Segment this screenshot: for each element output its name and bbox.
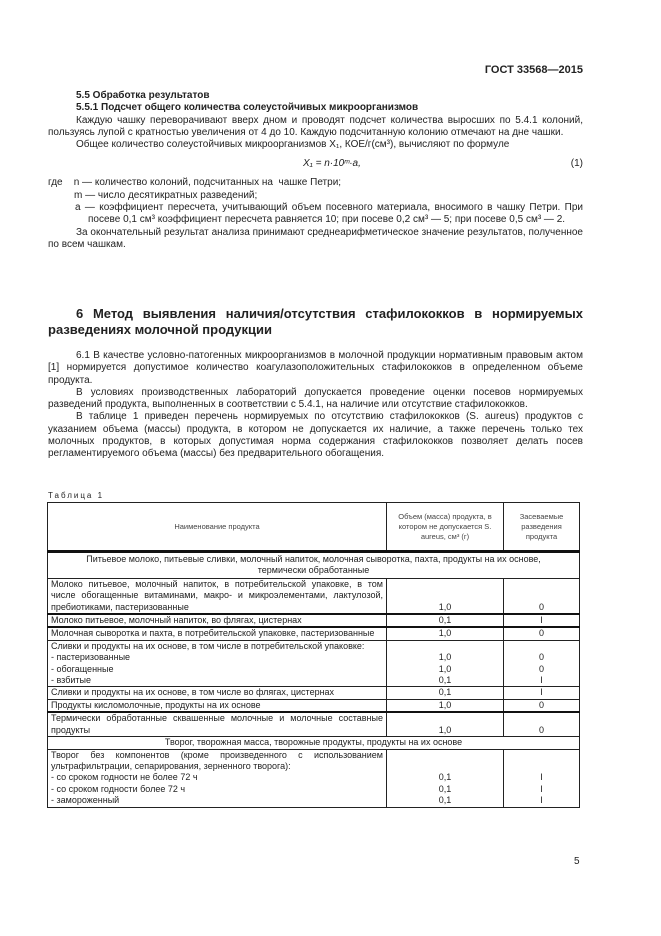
table-row	[48, 699, 580, 712]
header-cell: Объем (масса) продукта, в котором не допускается S. aureus, см³ (г)	[387, 503, 504, 552]
standard-header: ГОСТ 33568—2015	[484, 64, 583, 76]
subsection-title: 5.5.1 Подсчет общего количества солеустойчивых микроорганизмов	[76, 102, 419, 114]
table-header	[48, 503, 580, 552]
table-caption: Таблица 1	[48, 491, 105, 500]
paragraph: Каждую чашку переворачивают вверх дном и проводят подсчет количества выросших по 5.4.1 колоний, пользуясь лупой с кратностью увеличения от 4 до 10. Каждую подсчитанную колонию отмечают на дне чашки.	[48, 114, 583, 138]
volume-cell: 1,0 1,0 0,1	[387, 640, 504, 687]
formula-expression: X₁ = n·10ᵐ·a,	[303, 158, 361, 170]
product-name-cell: Молоко питьевое, молочный напиток, в потребительской упаковке, в том числе обогащенные витаминами, макро- и микроэлементами, лактулозой, пребиотиками, пастеризованные	[48, 578, 387, 614]
table-group-row	[48, 737, 580, 749]
section-title: 6 Метод выявления наличия/отсутствия стафилококков в нормируемых разведениях молочной продукции	[48, 306, 583, 337]
volume-cell: 0,1	[387, 614, 504, 627]
product-name-cell: Молочная сыворотка и пахта, в потребительской упаковке, пастеризованные	[48, 627, 387, 640]
table-row	[48, 749, 580, 807]
dilution-cell: I I I	[504, 749, 580, 807]
page-number: 5	[574, 856, 580, 867]
table-row	[48, 627, 580, 640]
where-m: m — число десятикратных разведений;	[74, 189, 258, 201]
dilution-cell: 0	[504, 712, 580, 736]
table-row	[48, 712, 580, 736]
paragraph: В условиях производственных лабораторий допускается проведение оценки посевов нормируемых разведений продукта, выполненных в соответствии с 5.4.1, на наличие или отсутствие стафилококков.	[48, 386, 583, 411]
product-name-cell: Творог без компонентов (кроме произведенного с использованием ультрафильтрации, сепарирования, зерненного творога): - со сроком годности не более 72 ч - со сроком годности более 72 ч - замороженный	[48, 749, 387, 807]
product-name-cell: Сливки и продукты на их основе, в том числе в потребительской упаковке: - пастеризованные - обогащенные - взбитые	[48, 640, 387, 687]
products-table	[47, 502, 580, 808]
product-name-cell: Сливки и продукты на их основе, в том числе во флягах, цистернах	[48, 687, 387, 699]
table-group-row	[48, 552, 580, 579]
dilution-cell: 0	[504, 578, 580, 614]
formula-number: (1)	[570, 158, 583, 170]
table-row	[48, 640, 580, 687]
paragraph: В таблице 1 приведен перечень нормируемых по отсутствию стафилококков (S. aureus) продуктов с указанием объема (массы) продукта, в котором не допускается их наличие, а также перечень только тех молочных продуктов, в которых допустимая норма содержания стафилококков позволяет делать посев регламентируемого объема (массы) без предварительного обогащения.	[48, 411, 583, 460]
paragraph: Общее количество солеустойчивых микроорганизмов X₁, КОЕ/г(см³), вычисляют по формуле	[76, 139, 510, 151]
section-title: 5.5 Обработка результатов	[76, 90, 210, 101]
header-cell: Наименование продукта	[48, 503, 387, 552]
header-cell: Засеваемые разведения продукта	[504, 503, 580, 552]
dilution-cell: I	[504, 614, 580, 627]
section-6	[48, 306, 583, 461]
group-title: Творог, творожная масса, творожные продукты, продукты на их основе	[48, 737, 580, 749]
product-name-cell: Термически обработанные сквашенные молочные и молочные составные продукты	[48, 712, 387, 736]
paragraph: 6.1 В качестве условно-патогенных микроорганизмов в молочной продукции нормативным правовым актом [1] нормируется допустимое количество коагулазоположительных стафилококков в определенном объеме продукта.	[48, 350, 583, 386]
volume-cell: 0,1 0,1 0,1	[387, 749, 504, 807]
dilution-cell: 0 0 I	[504, 640, 580, 687]
dilution-cell: 0	[504, 699, 580, 712]
product-name-cell: Молоко питьевое, молочный напиток, во флягах, цистернах	[48, 614, 387, 627]
section-5-5	[48, 90, 583, 251]
dilution-cell: 0	[504, 627, 580, 640]
volume-cell: 1,0	[387, 578, 504, 614]
table-row	[48, 614, 580, 627]
table-row	[48, 578, 580, 614]
product-name-cell: Продукты кисломолочные, продукты на их основе	[48, 699, 387, 712]
dilution-cell: I	[504, 687, 580, 699]
where-n: где n — количество колоний, подсчитанных на чашке Петри;	[48, 177, 342, 189]
volume-cell: 1,0	[387, 699, 504, 712]
where-a: a — коэффициент пересчета, учитывающий объем посевного материала, вносимого в чашку Петри. При посеве 0,1 см³ коэффициент пересчета равняется 10; при посеве 0,2 см³ — 5; при посеве 0,5 см³ — 2.	[75, 202, 583, 226]
formula	[48, 151, 583, 177]
table-row	[48, 687, 580, 699]
volume-cell: 1,0	[387, 712, 504, 736]
volume-cell: 0,1	[387, 687, 504, 699]
group-title: Питьевое молоко, питьевые сливки, молочный напиток, молочная сыворотка, пахта, продукты на их основе, термически обработанные	[48, 552, 580, 579]
paragraph: За окончательный результат анализа принимают среднеарифметическое значение результатов, полученное по всем чашкам.	[48, 226, 583, 250]
volume-cell: 1,0	[387, 627, 504, 640]
